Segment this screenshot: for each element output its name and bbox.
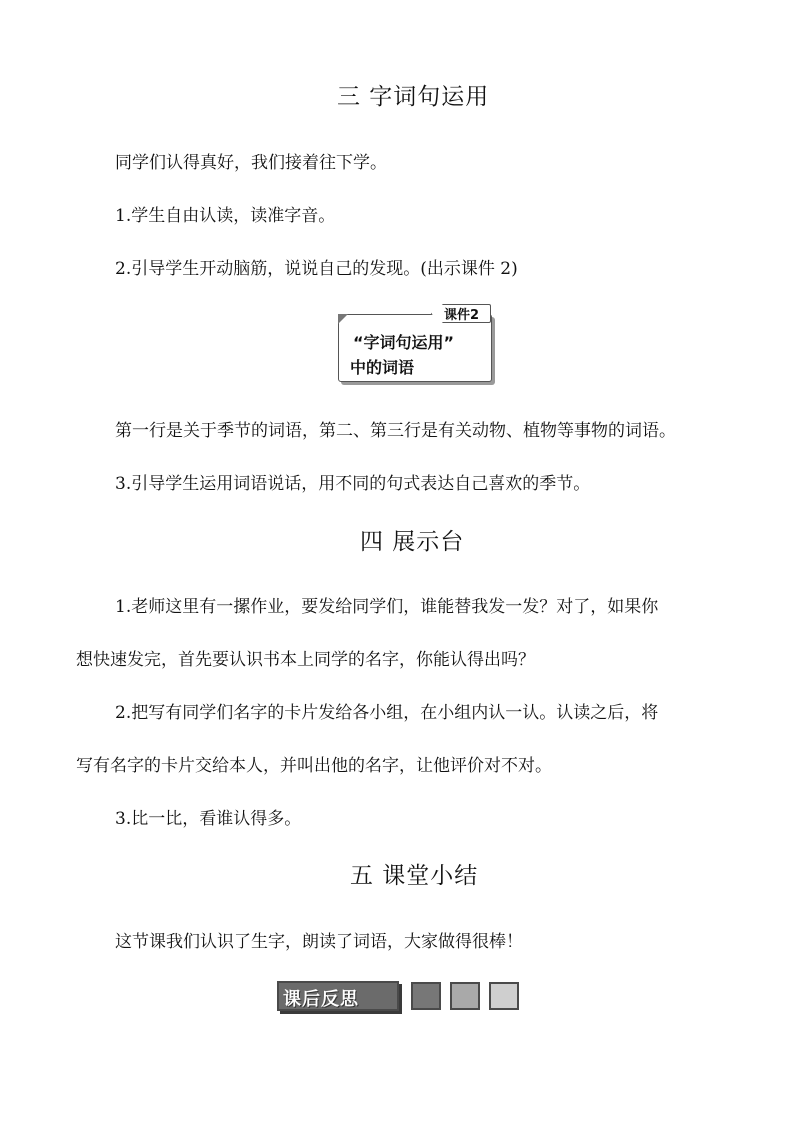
section-4-title: 四 展示台 (360, 529, 465, 555)
courseware-line-2: 中的词语 (350, 358, 415, 377)
section-3-explanation: 第一行是关于季节的词语，第二、第三行是有关动物、植物等事物的词语。 (115, 421, 676, 441)
section-3-intro: 同学们认得真好，我们接着往下学。 (115, 153, 387, 173)
section-3-step-2: 2.引导学生开动脑筋，说说自己的发现。(出示课件 2) (115, 259, 518, 279)
reflection-label: 课后反思 (283, 989, 359, 1010)
reflection-square-dark (411, 982, 441, 1010)
section-4-step-3: 3.比一比，看谁认得多。 (115, 809, 302, 829)
section-3-step-1: 1.学生自由认读，读准字音。 (115, 206, 336, 226)
section-5-title: 五 课堂小结 (350, 863, 479, 889)
section-3-step-3: 3.引导学生运用词语说话，用不同的句式表达自己喜欢的季节。 (115, 474, 591, 494)
section-4-step-2-line-2: 写有名字的卡片交给本人，并叫出他的名字，让他评价对不对。 (76, 756, 552, 776)
courseware-tab-label: 课件2 (444, 308, 480, 323)
section-4-step-1-line-2: 想快速发完，首先要认识书本上同学的名字，你能认得出吗？ (76, 650, 535, 670)
section-3-title: 三 字词句运用 (337, 84, 490, 110)
section-4-step-2-line-1: 2.把写有同学们名字的卡片发给各小组，在小组内认一认。认读之后，将 (115, 703, 659, 723)
courseware-line-1: “字词句运用” (353, 333, 455, 352)
card-corner-decoration (338, 314, 348, 324)
reflection-square-light (489, 982, 519, 1010)
section-4-step-1-line-1: 1.老师这里有一摞作业，要发给同学们，谁能替我发一发？对了，如果你 (115, 597, 659, 617)
reflection-square-medium (450, 982, 480, 1010)
section-5-summary: 这节课我们认识了生字，朗读了词语，大家做得很棒！ (115, 932, 523, 952)
